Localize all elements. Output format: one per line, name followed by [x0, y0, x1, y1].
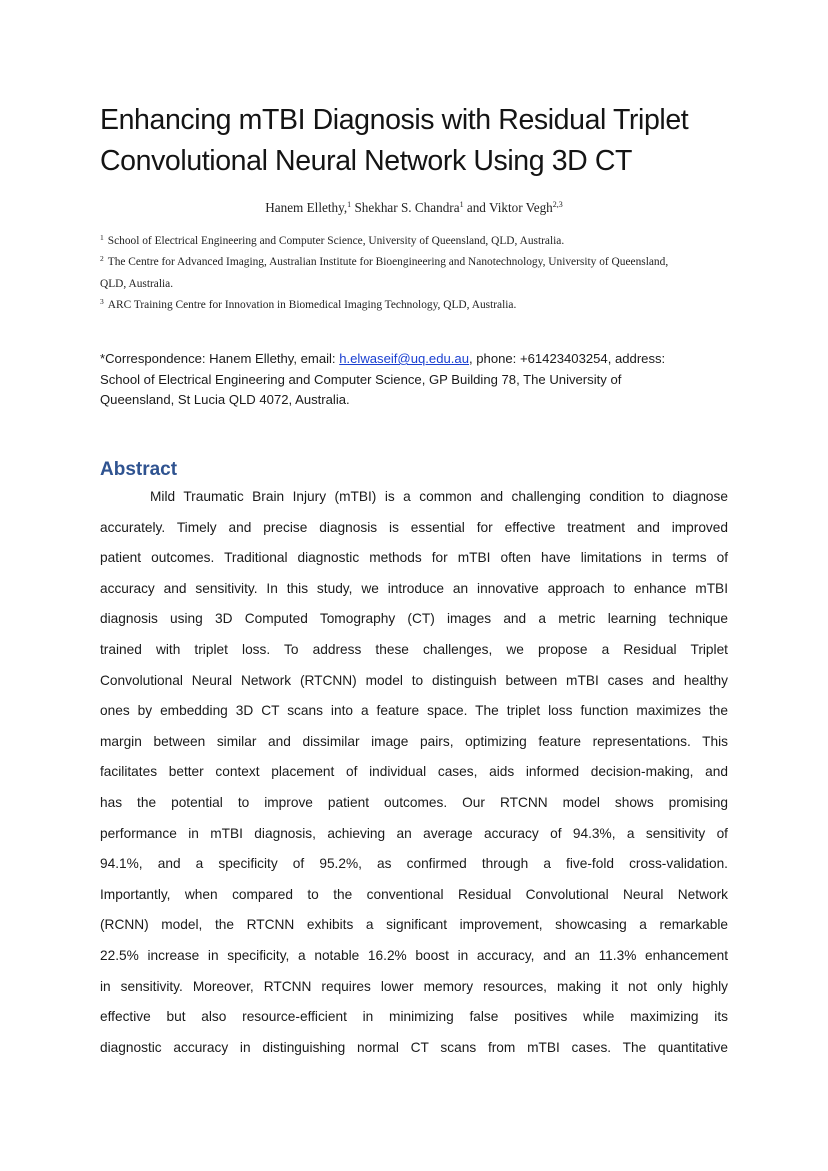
correspondence-address-line: Queensland, St Lucia QLD 4072, Australia. — [100, 392, 350, 407]
abstract-line: Mild Traumatic Brain Injury (mTBI) is a common and challenging condition to diagnose — [150, 489, 728, 504]
correspondence-suffix: , phone: +61423403254, address: — [468, 351, 666, 366]
abstract-line: Convolutional Neural Network (RTCNN) model to distinguish between mTBI cases and healthy — [100, 672, 728, 688]
email-link[interactable]: h.elwaseif@uq.edu.au — [339, 351, 469, 366]
abstract-line: accurately. Timely and precise diagnosis is essential for effective treatment and improved — [100, 519, 728, 535]
affiliation-text: The Centre for Advanced Imaging, Australian Institute for Bioengineering and Nanotechnology, University of Queensland, — [107, 256, 669, 268]
abstract-heading: Abstract — [100, 459, 178, 480]
abstract-line: patient outcomes. Traditional diagnostic methods for mTBI often have limitations in terms of — [100, 550, 728, 566]
author-affiliation-mark: 1 — [347, 200, 352, 209]
affiliation-mark: 2 — [100, 254, 104, 263]
author-affiliation-mark: 1 — [459, 200, 464, 209]
correspondence-line — [100, 349, 740, 370]
author-list — [0, 200, 828, 216]
abstract-line: effective but also resource-efficient in minimizing false positives while maximizing its — [100, 1009, 728, 1025]
abstract-line: ones by embedding 3D CT scans into a feature space. The triplet loss function maximizes the — [100, 703, 728, 719]
abstract-line: 22.5% increase in specificity, a notable 16.2% boost in accuracy, and an 11.3% enhancement — [100, 947, 728, 963]
author-name: Shekhar S. Chandra — [351, 200, 460, 215]
affiliation-mark: 1 — [100, 233, 104, 242]
title-line: Enhancing mTBI Diagnosis with Residual Triplet — [100, 104, 689, 136]
correspondence — [100, 349, 740, 411]
affiliation-text: QLD, Australia. — [100, 277, 174, 290]
abstract-line: performance in mTBI diagnosis, achieving an average accuracy of 94.3%, a sensitivity of — [100, 825, 728, 841]
paper-title — [100, 100, 760, 182]
author-affiliation-mark: 2,3 — [552, 200, 563, 209]
affiliation-text: ARC Training Centre for Innovation in Biomedical Imaging Technology, QLD, Australia. — [107, 299, 517, 311]
abstract-line: Importantly, when compared to the conventional Residual Convolutional Neural Network — [100, 886, 728, 902]
affiliation-mark: 3 — [100, 297, 104, 306]
author-name: Hanem Ellethy, — [265, 200, 348, 215]
abstract-line: trained with triplet loss. To address these challenges, we propose a Residual Triplet — [100, 641, 728, 657]
abstract-line: diagnosis using 3D Computed Tomography (CT) images and a metric learning technique — [100, 611, 728, 627]
affiliation-text: School of Electrical Engineering and Computer Science, University of Queensland, QLD, Australia. — [107, 235, 565, 247]
abstract-line: facilitates better context placement of individual cases, aids informed decision-making, and — [100, 764, 728, 780]
abstract-line: has the potential to improve patient outcomes. Our RTCNN model shows promising — [100, 794, 728, 810]
abstract-body — [100, 486, 728, 1067]
correspondence-prefix: *Correspondence: Hanem Ellethy, email: — [100, 351, 340, 366]
abstract-line: in sensitivity. Moreover, RTCNN requires lower memory resources, making it not only highly — [100, 978, 728, 994]
abstract-line: 94.1%, and a specificity of 95.2%, as confirmed through a five-fold cross-validation. — [100, 856, 728, 872]
abstract-line: margin between similar and dissimilar image pairs, optimizing feature representations. This — [100, 733, 728, 749]
affiliation-3 — [100, 291, 728, 317]
title-line: Convolutional Neural Network Using 3D CT — [100, 145, 633, 177]
abstract-line: (RCNN) model, the RTCNN exhibits a significant improvement, showcasing a remarkable — [100, 917, 728, 933]
abstract-line: diagnostic accuracy in distinguishing normal CT scans from mTBI cases. The quantitative — [100, 1039, 728, 1055]
author-name: and Viktor Vegh — [463, 200, 553, 215]
abstract-line: accuracy and sensitivity. In this study, we introduce an innovative approach to enhance mTBI — [100, 580, 728, 596]
correspondence-address-line: School of Electrical Engineering and Computer Science, GP Building 78, The University of — [100, 371, 622, 387]
affiliation-2 — [100, 248, 728, 295]
